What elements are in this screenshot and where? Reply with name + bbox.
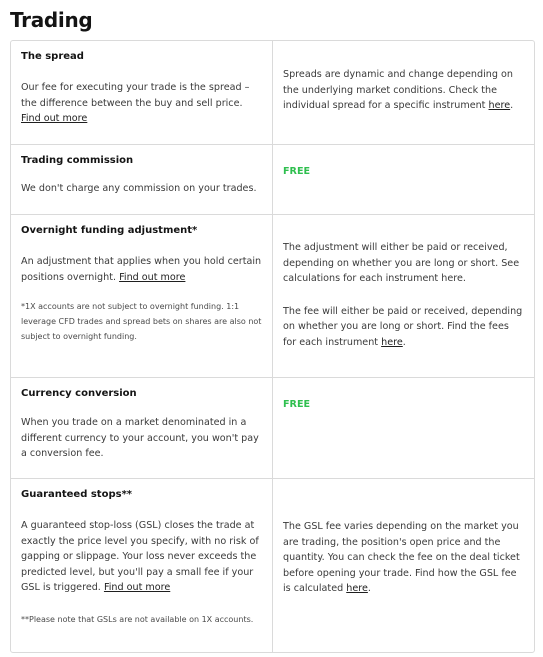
overnight-left-cell: [11, 215, 273, 377]
currency-free-badge: FREE: [283, 399, 311, 410]
currency-text: When you trade on a market denominated in a different currency to your account, you won't pay a conversion fee.: [21, 417, 259, 459]
currency-title: Currency conversion: [21, 388, 137, 399]
spread-details-text: Spreads are dynamic and change depending on the underlying market conditions. Check the individual spread for a specific instrument: [283, 69, 513, 111]
row-overnight: [11, 214, 534, 377]
gsl-find-out-more-link[interactable]: Find out more: [103, 582, 171, 593]
overnight-details-2-text: The fee will either be paid or received, depending on whether you are long or short. Find the fees for each instrument: [283, 305, 523, 348]
row-commission: [11, 144, 534, 214]
gsl-details-text: The GSL fee varies depending on the market you are trading, the position's open price and the quantity. You can check the fee on the deal ticket before opening your trade. Find how the GSL fee is calculated: [283, 521, 520, 594]
currency-right-cell: [273, 378, 534, 478]
overnight-details-1: The adjustment will either be paid or received, depending on whether you are long or short. See calculations for each instrument here.: [283, 242, 520, 284]
commission-free-badge: FREE: [283, 166, 311, 177]
gsl-footnote: **Please note that GSLs are not available on 1X accounts.: [21, 614, 254, 624]
page-title: Trading: [10, 8, 93, 32]
gsl-title: Guaranteed stops**: [21, 489, 133, 500]
commission-right-cell: [273, 145, 534, 214]
spread-find-out-more-link[interactable]: Find out more: [21, 113, 88, 124]
overnight-details-2: [283, 304, 524, 351]
overnight-find-out-more-link[interactable]: Find out more: [119, 271, 186, 283]
overnight-right-cell: [273, 215, 534, 377]
gsl-right-cell: [273, 479, 534, 652]
spread-title: The spread: [21, 51, 84, 62]
commission-title: Trading commission: [21, 155, 134, 166]
spread-text: Our fee for executing your trade is the spread – the difference between the buy and sell price.: [21, 82, 250, 109]
gsl-here-link[interactable]: here: [346, 583, 368, 594]
commission-text: We don't charge any commission on your trades.: [21, 183, 257, 194]
overnight-description: [21, 254, 262, 285]
commission-left-cell: [11, 145, 273, 214]
gsl-left-cell: [11, 479, 273, 652]
spread-right-cell: [273, 41, 534, 144]
overnight-details-2-end: .: [402, 336, 406, 348]
spread-details-end: .: [510, 100, 514, 111]
gsl-description: [21, 518, 262, 596]
overnight-here-link[interactable]: here: [381, 336, 403, 348]
gsl-details: [283, 519, 524, 597]
row-currency: [11, 377, 534, 478]
overnight-footnote: *1X accounts are not subject to overnight funding. 1:1 leverage CFD trades and spread bets on shares are also not subject to overnight funding.: [21, 302, 262, 341]
fees-table: [10, 40, 535, 653]
row-spread: [11, 41, 534, 144]
spread-left-cell: [11, 41, 273, 144]
row-gsl: [11, 478, 534, 652]
spread-description: [21, 80, 262, 127]
currency-left-cell: [11, 378, 273, 478]
gsl-text: A guaranteed stop-loss (GSL) closes the trade at exactly the price level you specify, with no risk of gapping or slippage. Your loss never exceeds the predicted level, but you'll pay a small fee if your GSL is triggered.: [21, 520, 259, 593]
spread-details: [283, 67, 524, 114]
overnight-text: An adjustment that applies when you hold certain positions overnight.: [21, 256, 262, 283]
spread-here-link[interactable]: here: [488, 100, 511, 111]
overnight-title: Overnight funding adjustment*: [21, 225, 198, 236]
gsl-details-end: .: [367, 583, 371, 594]
